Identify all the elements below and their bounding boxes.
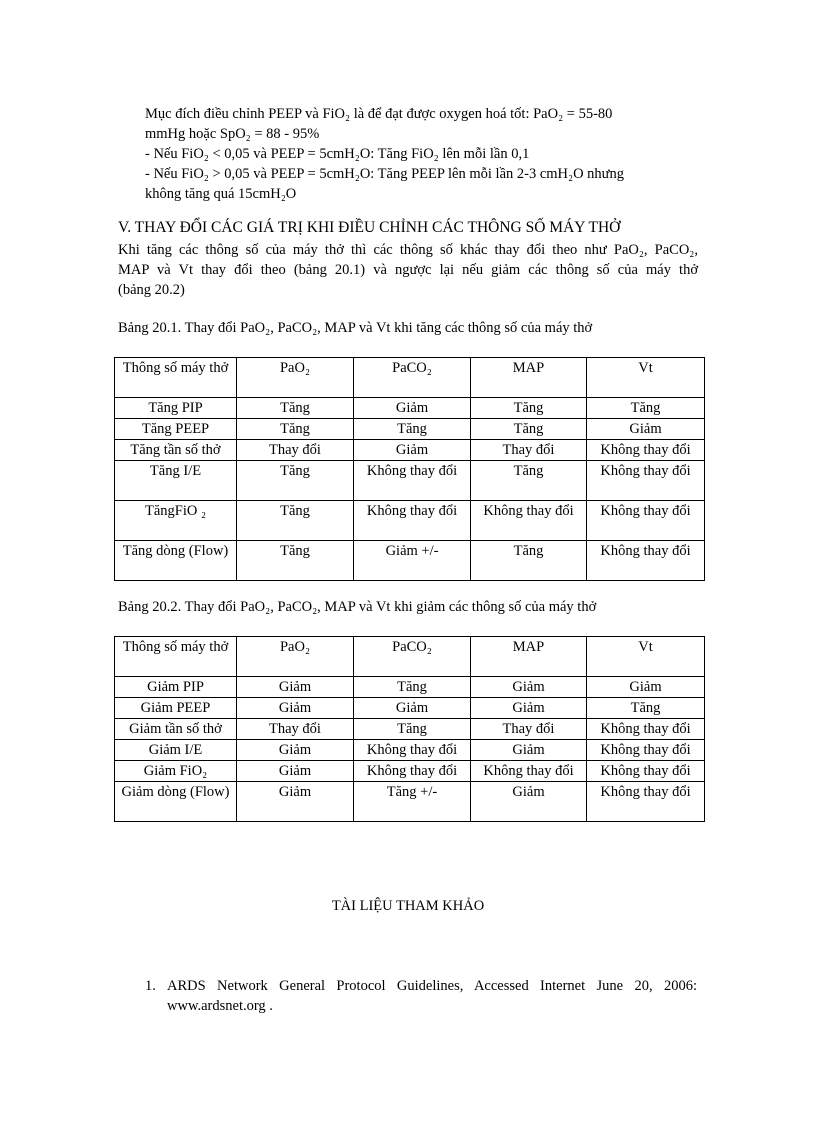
table-cell: Giảm I/E — [115, 740, 237, 761]
table-cell: Tăng — [587, 398, 705, 419]
header-cell: PaO₂ — [237, 637, 354, 677]
table-row — [115, 698, 705, 719]
table-row — [115, 761, 705, 782]
table-cell: Không thay đổi — [354, 761, 471, 782]
table-row — [115, 541, 705, 581]
section-paragraph — [118, 240, 698, 300]
header-cell: MAP — [471, 358, 587, 398]
table-cell: Tăng — [237, 541, 354, 581]
table-decrease — [114, 636, 705, 822]
table-cell: TăngFiO ₂ — [115, 501, 237, 541]
table-cell: Giảm — [471, 677, 587, 698]
header-cell: PaCO₂ — [354, 358, 471, 398]
table-cell: Giảm — [587, 419, 705, 440]
table-cell: Giảm FiO₂ — [115, 761, 237, 782]
table-cell: Không thay đổi — [587, 461, 705, 501]
table-cell: Thay đổi — [471, 440, 587, 461]
table-cell: Tăng — [237, 501, 354, 541]
table-header-row — [115, 637, 705, 677]
intro-line: - Nếu FiO₂ > 0,05 và PEEP = 5cmH₂O: Tăng PEEP lên mỗi lần 2-3 cmH₂O nhưng — [145, 166, 625, 182]
table-caption: Bảng 20.1. Thay đổi PaO₂, PaCO₂, MAP và Vt khi tăng các thông số của máy thở — [118, 320, 593, 336]
table-cell: Không thay đổi — [354, 740, 471, 761]
reference-line: www.ardsnet.org . — [167, 998, 273, 1014]
header-cell: Thông số máy thở — [115, 358, 237, 398]
table-cell: Giảm +/- — [354, 541, 471, 581]
header-cell: Vt — [587, 358, 705, 398]
intro-line: mmHg hoặc SpO₂ = 88 - 95% — [145, 126, 320, 142]
table-cell: Không thay đổi — [587, 740, 705, 761]
table-cell: Không thay đổi — [471, 761, 587, 782]
table-cell: Giảm — [354, 698, 471, 719]
table-cell: Tăng dòng (Flow) — [115, 541, 237, 581]
table-cell: Tăng — [587, 698, 705, 719]
table-cell: Giảm — [471, 740, 587, 761]
header-cell: Vt — [587, 637, 705, 677]
table-cell: Tăng — [354, 677, 471, 698]
table-header-row — [115, 358, 705, 398]
table-cell: Tăng +/- — [354, 782, 471, 822]
table-row — [115, 501, 705, 541]
table-row — [115, 419, 705, 440]
table-cell: Không thay đổi — [587, 440, 705, 461]
intro-paragraph — [145, 104, 665, 204]
table-cell: Giảm — [237, 677, 354, 698]
section-line: Khi tăng các thông số của máy thở thì các thông số khác thay đổi theo như PaO₂, PaCO₂, — [118, 242, 698, 258]
table-cell: Giảm — [354, 440, 471, 461]
intro-line: - Nếu FiO₂ < 0,05 và PEEP = 5cmH₂O: Tăng FiO₂ lên mỗi lần 0,1 — [145, 146, 530, 162]
table-cell: Giảm tần số thở — [115, 719, 237, 740]
table-cell: Giảm — [237, 740, 354, 761]
header-cell: PaCO₂ — [354, 637, 471, 677]
table-cell: Thay đổi — [237, 719, 354, 740]
table-cell: Thay đổi — [471, 719, 587, 740]
section-line: MAP và Vt thay đổi theo (bảng 20.1) và ngược lại nếu giảm các thông số của máy thở — [118, 262, 698, 278]
table-cell: Giảm dòng (Flow) — [115, 782, 237, 822]
table-cell: Tăng — [354, 719, 471, 740]
intro-line: không tăng quá 15cmH₂O — [145, 186, 297, 202]
table-row — [115, 782, 705, 822]
reference-line: ARDS Network General Protocol Guidelines, Accessed Internet June 20, 2006: — [167, 978, 697, 994]
table-cell: Không thay đổi — [587, 501, 705, 541]
table-row — [115, 719, 705, 740]
table-cell: Không thay đổi — [471, 501, 587, 541]
table-row — [115, 740, 705, 761]
table-cell: Tăng — [471, 398, 587, 419]
table-row — [115, 461, 705, 501]
table-cell: Tăng — [237, 461, 354, 501]
table-cell: Giảm — [471, 698, 587, 719]
table-row — [115, 440, 705, 461]
table-cell: Không thay đổi — [587, 541, 705, 581]
references-heading: TÀI LIỆU THAM KHẢO — [331, 898, 485, 914]
table-cell: Thay đổi — [237, 440, 354, 461]
header-cell: MAP — [471, 637, 587, 677]
table-cell: Tăng — [354, 419, 471, 440]
table-caption: Bảng 20.2. Thay đổi PaO₂, PaCO₂, MAP và Vt khi giảm các thông số của máy thở — [118, 599, 597, 615]
table-cell: Tăng PEEP — [115, 419, 237, 440]
table-cell: Không thay đổi — [587, 761, 705, 782]
table-cell: Không thay đổi — [587, 782, 705, 822]
header-cell: Thông số máy thở — [115, 637, 237, 677]
table-cell: Tăng — [237, 398, 354, 419]
table-cell: Giảm — [354, 398, 471, 419]
table-cell: Giảm — [471, 782, 587, 822]
intro-line: Mục đích điều chỉnh PEEP và FiO₂ là để đạt được oxygen hoá tốt: PaO₂ = 55-80 — [145, 106, 613, 122]
table-increase — [114, 357, 705, 581]
header-cell: PaO₂ — [237, 358, 354, 398]
table-cell: Tăng — [471, 541, 587, 581]
table-cell: Tăng — [471, 461, 587, 501]
table-cell: Tăng — [237, 419, 354, 440]
table-cell: Tăng tần số thở — [115, 440, 237, 461]
table-row — [115, 677, 705, 698]
table-cell: Giảm — [237, 782, 354, 822]
reference-item — [145, 976, 697, 1016]
table-cell: Tăng PIP — [115, 398, 237, 419]
table-cell: Giảm PEEP — [115, 698, 237, 719]
table-cell: Không thay đổi — [354, 461, 471, 501]
section-heading: V. THAY ĐỔI CÁC GIÁ TRỊ KHI ĐIỀU CHỈNH CÁC THÔNG SỐ MÁY THỞ — [118, 219, 621, 236]
table-cell: Không thay đổi — [587, 719, 705, 740]
table-cell: Tăng I/E — [115, 461, 237, 501]
section-line: (bảng 20.2) — [118, 282, 185, 298]
table-cell: Giảm — [237, 698, 354, 719]
table-cell: Tăng — [471, 419, 587, 440]
table-cell: Giảm PIP — [115, 677, 237, 698]
table-cell: Giảm — [587, 677, 705, 698]
reference-number: 1. — [145, 978, 156, 994]
table-row — [115, 398, 705, 419]
table-cell: Giảm — [237, 761, 354, 782]
table-cell: Không thay đổi — [354, 501, 471, 541]
